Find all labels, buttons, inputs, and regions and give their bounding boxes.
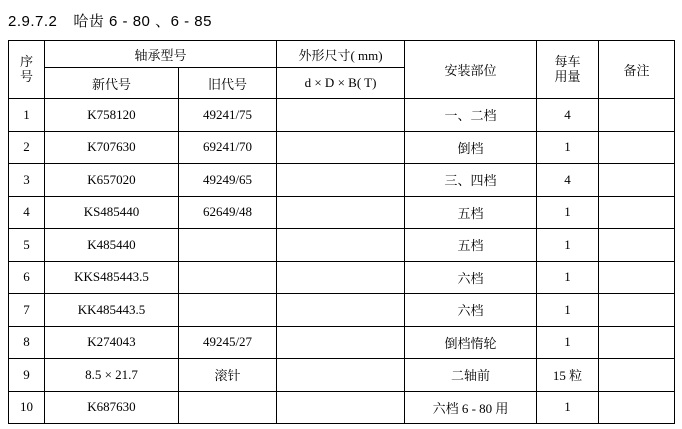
- cell-seq: 8: [9, 326, 45, 359]
- cell-install-part: 六档: [405, 294, 537, 327]
- header-quantity: [537, 41, 599, 99]
- cell-install-part: 三、四档: [405, 164, 537, 197]
- cell-dimensions: [277, 261, 405, 294]
- cell-dimensions: [277, 359, 405, 392]
- cell-remark: [599, 229, 675, 262]
- cell-new-code: K485440: [45, 229, 179, 262]
- cell-install-part: 五档: [405, 196, 537, 229]
- header-old-code: 旧代号: [179, 68, 277, 99]
- cell-install-part: 二轴前: [405, 359, 537, 392]
- cell-dimensions: [277, 196, 405, 229]
- cell-quantity: 4: [537, 99, 599, 132]
- header-new-code: 新代号: [45, 68, 179, 99]
- cell-remark: [599, 131, 675, 164]
- header-dimensions: 外形尺寸( mm): [277, 41, 405, 68]
- cell-new-code: K758120: [45, 99, 179, 132]
- cell-remark: [599, 164, 675, 197]
- cell-new-code: K657020: [45, 164, 179, 197]
- table-row: [9, 229, 675, 262]
- cell-dimensions: [277, 326, 405, 359]
- cell-quantity: 1: [537, 229, 599, 262]
- cell-old-code: 49249/65: [179, 164, 277, 197]
- cell-new-code: KKS485443.5: [45, 261, 179, 294]
- cell-seq: 9: [9, 359, 45, 392]
- table-header: [9, 41, 675, 99]
- cell-new-code: KK485443.5: [45, 294, 179, 327]
- cell-old-code: 62649/48: [179, 196, 277, 229]
- cell-quantity: 1: [537, 326, 599, 359]
- cell-dimensions: [277, 229, 405, 262]
- table-row: [9, 326, 675, 359]
- cell-old-code: [179, 391, 277, 424]
- cell-install-part: 倒档惰轮: [405, 326, 537, 359]
- cell-quantity: 1: [537, 131, 599, 164]
- table-row: [9, 131, 675, 164]
- cell-install-part: 六档: [405, 261, 537, 294]
- cell-old-code: [179, 294, 277, 327]
- table-row: [9, 391, 675, 424]
- cell-dimensions: [277, 131, 405, 164]
- cell-remark: [599, 261, 675, 294]
- cell-remark: [599, 294, 675, 327]
- cell-old-code: 49245/27: [179, 326, 277, 359]
- header-dimensions-formula: d × D × B( T): [277, 68, 405, 99]
- header-quantity-line1: 每车: [554, 53, 581, 69]
- section-number: 2.9.7.2: [8, 13, 58, 30]
- cell-install-part: 一、二档: [405, 99, 537, 132]
- cell-remark: [599, 359, 675, 392]
- header-install-part: 安装部位: [405, 41, 537, 99]
- cell-new-code: K687630: [45, 391, 179, 424]
- cell-quantity: 1: [537, 294, 599, 327]
- cell-quantity: 1: [537, 391, 599, 424]
- table-row: [9, 196, 675, 229]
- bearing-table: [8, 40, 675, 424]
- cell-quantity: 1: [537, 261, 599, 294]
- table-row: [9, 359, 675, 392]
- header-quantity-line2: 用量: [554, 68, 581, 84]
- cell-seq: 10: [9, 391, 45, 424]
- cell-new-code: KS485440: [45, 196, 179, 229]
- section-heading: [8, 10, 212, 31]
- table-row: [9, 99, 675, 132]
- cell-new-code: K707630: [45, 131, 179, 164]
- cell-install-part: 五档: [405, 229, 537, 262]
- header-seq-line1: 序: [19, 53, 33, 69]
- table-row: [9, 164, 675, 197]
- table-body: [9, 99, 675, 424]
- cell-old-code: 69241/70: [179, 131, 277, 164]
- header-seq: [9, 41, 45, 99]
- section-title: 哈齿 6 - 80 、6 - 85: [73, 13, 212, 30]
- cell-seq: 7: [9, 294, 45, 327]
- table-header-row-1: [9, 41, 675, 68]
- cell-old-code: [179, 261, 277, 294]
- cell-quantity: 1: [537, 196, 599, 229]
- table-row: [9, 294, 675, 327]
- cell-old-code: [179, 229, 277, 262]
- cell-seq: 6: [9, 261, 45, 294]
- cell-dimensions: [277, 294, 405, 327]
- cell-new-code: 8.5 × 21.7: [45, 359, 179, 392]
- cell-old-code: 滚针: [179, 359, 277, 392]
- cell-dimensions: [277, 99, 405, 132]
- cell-quantity: 15 粒: [537, 359, 599, 392]
- cell-seq: 1: [9, 99, 45, 132]
- cell-seq: 5: [9, 229, 45, 262]
- cell-dimensions: [277, 391, 405, 424]
- cell-seq: 3: [9, 164, 45, 197]
- cell-remark: [599, 391, 675, 424]
- cell-install-part: 倒档: [405, 131, 537, 164]
- cell-remark: [599, 196, 675, 229]
- cell-new-code: K274043: [45, 326, 179, 359]
- table-row: [9, 261, 675, 294]
- cell-quantity: 4: [537, 164, 599, 197]
- header-seq-line2: 号: [19, 68, 33, 84]
- cell-old-code: 49241/75: [179, 99, 277, 132]
- cell-seq: 2: [9, 131, 45, 164]
- cell-remark: [599, 99, 675, 132]
- cell-remark: [599, 326, 675, 359]
- header-remark: 备注: [599, 41, 675, 99]
- cell-install-part: 六档 6 - 80 用: [405, 391, 537, 424]
- header-bearing-model: 轴承型号: [45, 41, 277, 68]
- cell-seq: 4: [9, 196, 45, 229]
- cell-dimensions: [277, 164, 405, 197]
